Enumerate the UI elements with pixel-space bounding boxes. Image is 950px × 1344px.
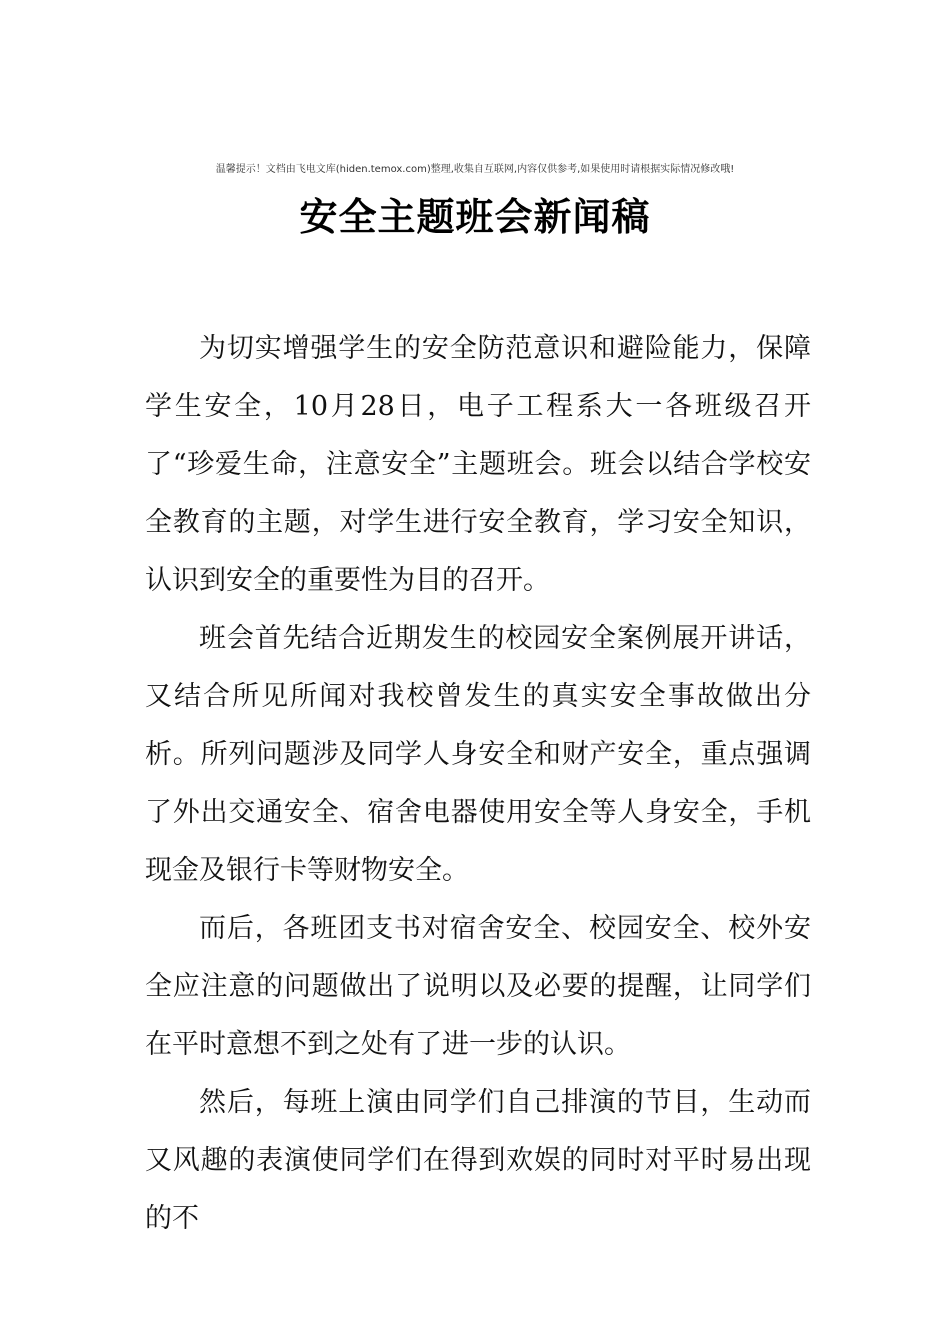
document-title: 安全主题班会新闻稿 [299, 195, 651, 239]
paragraph-1: 为切实增强学生的安全防范意识和避险能力，保障学生安全，10月28日，电子工程系大一各班级召开了“珍爱生命，注意安全”主题班会。班会以结合学校安全教育的主题，对学生进行安全教育，学习安全知识，认识到安全的重要性为目的召开。 [145, 333, 811, 596]
paragraph-2: 班会首先结合近期发生的校园安全案例展开讲话，又结合所见所闻对我校曾发生的真实安全事故做出分析。所列问题涉及同学人身安全和财产安全，重点强调了外出交通安全、宿舍电器使用安全等人身安全，手机现金及银行卡等财物安全。 [145, 623, 811, 886]
paragraph-4: 然后，每班上演由同学们自己排演的节目，生动而又风趣的表演使同学们在得到欢娱的同时对平时易出现的不 [145, 1087, 811, 1234]
document-body [145, 320, 811, 1248]
download-notice: 温馨提示！文档由飞电文库(hiden.temox.com)整理,收集自互联网,内容仅供参考,如果使用时请根据实际情况修改哦! [215, 164, 735, 175]
paragraph-3: 而后，各班团支书对宿舍安全、校园安全、校外安全应注意的问题做出了说明以及必要的提醒，让同学们在平时意想不到之处有了进一步的认识。 [145, 913, 811, 1060]
